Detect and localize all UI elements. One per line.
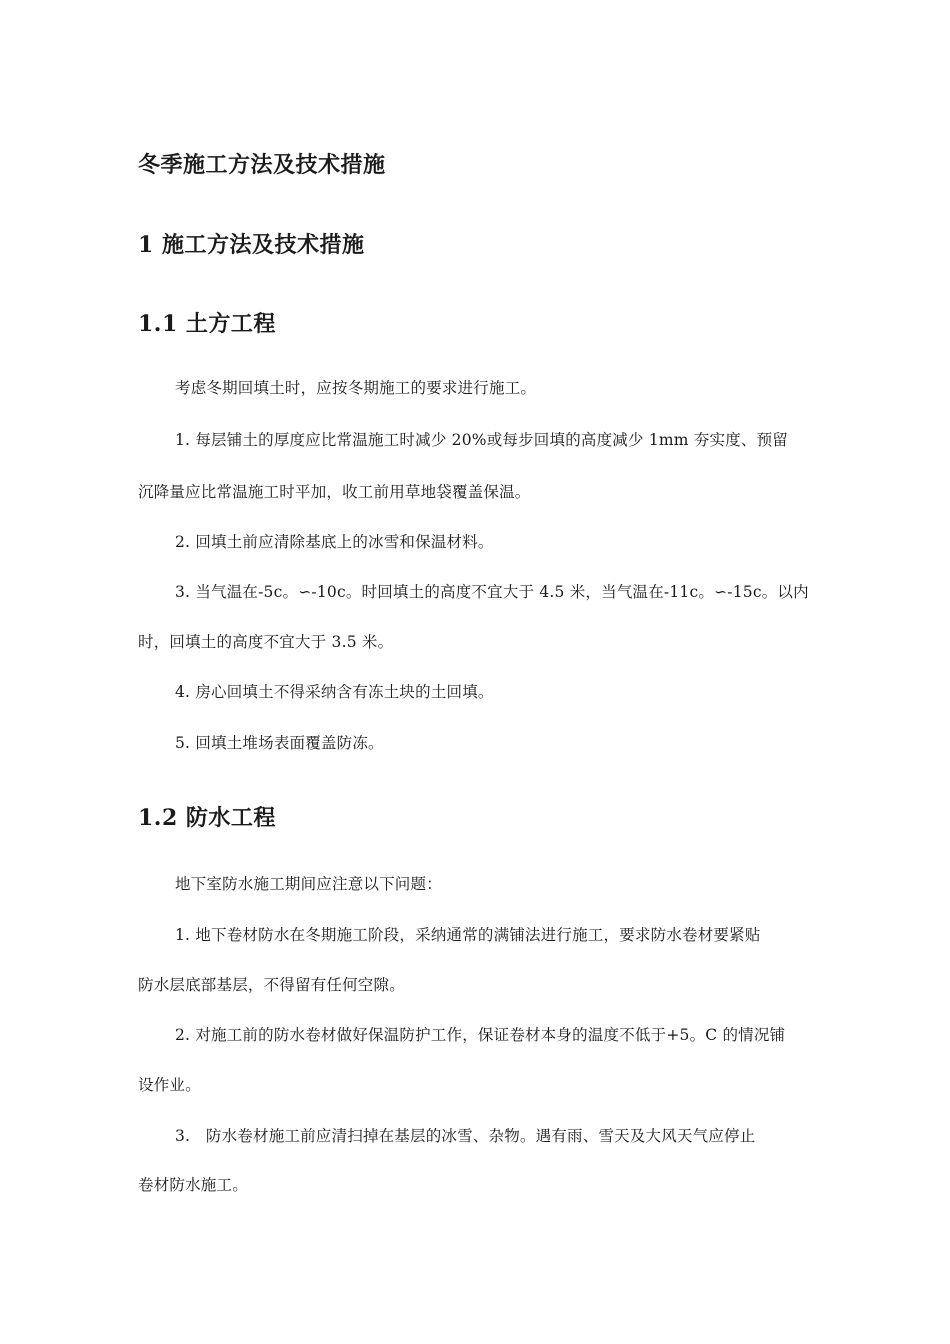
list-item-1-line-2: 沉降量应比常温施工时平加，收工前用草地袋覆盖保温。 bbox=[138, 483, 531, 501]
section-heading-1: 1 施工方法及技术措施 bbox=[138, 232, 365, 258]
section-heading-1-1: 1.1 土方工程 bbox=[138, 311, 276, 337]
paragraph-intro-waterproofing: 地下室防水施工期间应注意以下问题： bbox=[175, 875, 442, 893]
document-title: 冬季施工方法及技术措施 bbox=[138, 152, 386, 178]
list-item-3-line-1: 3. 当气温在-5c。∽-10c。时回填土的高度不宜大于 4.5 米，当气温在-11c。∽-15c。以内 bbox=[175, 583, 809, 601]
waterproof-item-2-line-1: 2. 对施工前的防水卷材做好保温防护工作，保证卷材本身的温度不低于+5。C 的情况铺 bbox=[175, 1026, 786, 1044]
list-item-1-line-1: 1. 每层铺土的厚度应比常温施工时减少 20%或每步回填的高度减少 1mm 夯实度、预留 bbox=[175, 431, 789, 449]
waterproof-item-3-line-2: 卷材防水施工。 bbox=[138, 1176, 248, 1194]
waterproof-item-1-line-2: 防水层底部基层，不得留有任何空隙。 bbox=[138, 976, 405, 994]
list-item-4: 4. 房心回填土不得采纳含有冻土块的土回填。 bbox=[175, 683, 494, 701]
waterproof-item-2-line-2: 设作业。 bbox=[138, 1076, 201, 1094]
paragraph-intro-earthwork: 考虑冬期回填土时，应按冬期施工的要求进行施工。 bbox=[175, 379, 537, 397]
list-item-5: 5. 回填土堆场表面覆盖防冻。 bbox=[175, 734, 384, 752]
waterproof-item-3-line-1: 3. 防水卷材施工前应清扫掉在基层的冰雪、杂物。遇有雨、雪天及大风天气应停止 bbox=[175, 1127, 756, 1145]
section-heading-1-2: 1.2 防水工程 bbox=[138, 805, 276, 831]
list-item-2: 2. 回填土前应清除基底上的冰雪和保温材料。 bbox=[175, 533, 494, 551]
waterproof-item-1-line-1: 1. 地下卷材防水在冬期施工阶段，采纳通常的满铺法进行施工，要求防水卷材要紧贴 bbox=[175, 926, 761, 944]
list-item-3-line-2: 时，回填土的高度不宜大于 3.5 米。 bbox=[138, 633, 394, 651]
